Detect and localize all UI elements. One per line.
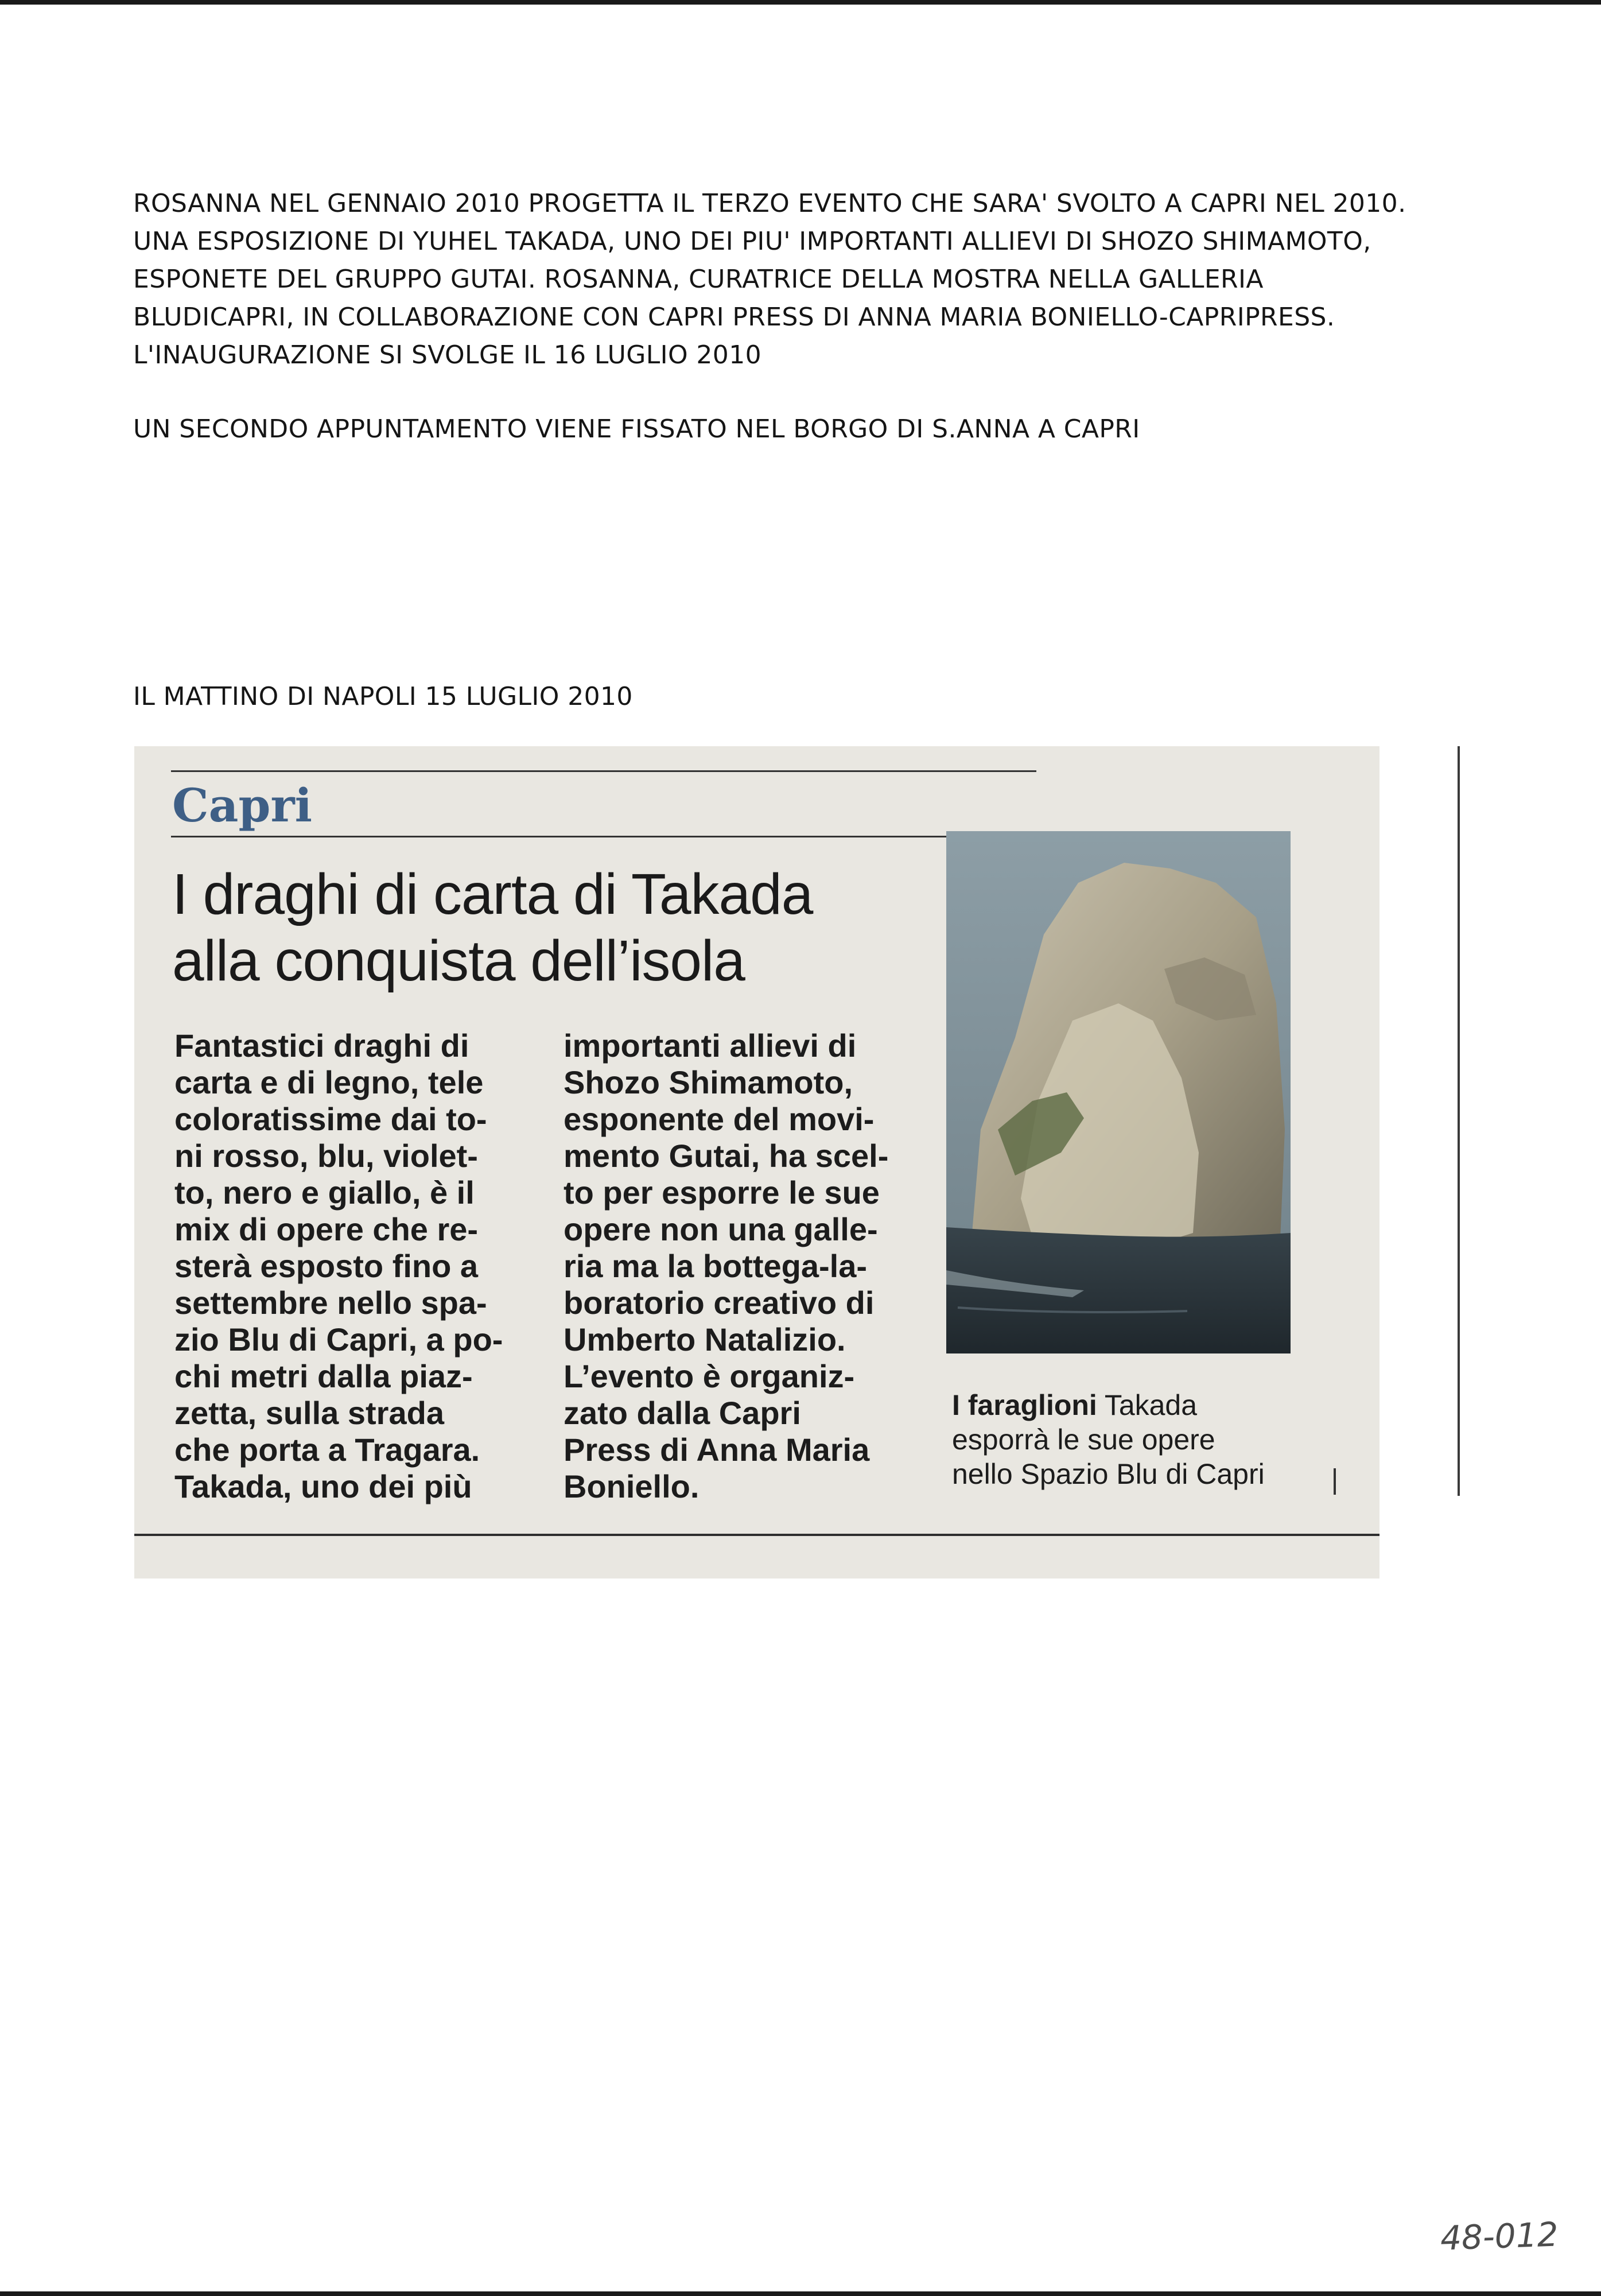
column-line: to per esporre le sue [564, 1174, 880, 1211]
intro-line: BLUDICAPRI, IN COLLABORAZIONE CON CAPRI PRESS DI ANNA MARIA BONIELLO-CAPRIPRESS. [133, 302, 1335, 332]
section-top-rule [171, 770, 1036, 772]
clipping-right-rule [1458, 746, 1460, 1496]
intro-line: ROSANNA NEL GENNAIO 2010 PROGETTA IL TERZO EVENTO CHE SARA' SVOLTO A CAPRI NEL 2010. [133, 189, 1406, 218]
newspaper-clipping [134, 746, 1379, 1578]
column-line: Umberto Natalizio. [564, 1321, 846, 1358]
column-line: opere non una galle- [564, 1211, 878, 1247]
section-label: Capri [172, 778, 312, 832]
handwritten-archive-number: 48-012 [1439, 2214, 1559, 2258]
caption-rule [1334, 1468, 1336, 1495]
article-headline [172, 861, 1044, 994]
column-line: importanti allievi di [564, 1027, 857, 1064]
column-line: coloratissime dai to- [174, 1101, 487, 1137]
column-line: mix di opere che re- [174, 1211, 479, 1247]
newspaper-source: IL MATTINO DI NAPOLI 15 LUGLIO 2010 [133, 682, 633, 711]
column-line: carta e di legno, tele [174, 1064, 484, 1100]
column-line: zio Blu di Capri, a po- [174, 1321, 503, 1358]
column-line: L’evento è organiz- [564, 1358, 855, 1394]
intro-line: L'INAUGURAZIONE SI SVOLGE IL 16 LUGLIO 2010 [133, 340, 761, 370]
column-line: boratorio creativo di [564, 1285, 875, 1321]
column-line: chi metri dalla piaz- [174, 1358, 473, 1394]
column-line: sterà esposto fino a [174, 1248, 479, 1284]
column-line: ria ma la bottega-la- [564, 1248, 868, 1284]
column-line: zato dalla Capri [564, 1395, 801, 1431]
column-line: mento Gutai, ha scel- [564, 1138, 889, 1174]
photo-caption [952, 1388, 1319, 1491]
column-line: esponente del movi- [564, 1101, 875, 1137]
column-line: to, nero e giallo, è il [174, 1174, 475, 1211]
column-line: ni rosso, blu, violet- [174, 1138, 478, 1174]
headline-line: I draghi di carta di Takada [172, 862, 813, 926]
column-line: che porta a Tragara. [174, 1432, 480, 1468]
caption-rest: Takada [1104, 1389, 1198, 1421]
column-line: Fantastici draghi di [174, 1027, 469, 1064]
column-line: Shozo Shimamoto, [564, 1064, 853, 1100]
intro-paragraph [133, 185, 1464, 374]
section-bottom-rule [171, 836, 1036, 837]
intro-second-paragraph: UN SECONDO APPUNTAMENTO VIENE FISSATO NEL BORGO DI S.ANNA A CAPRI [133, 414, 1140, 444]
column-line: Boniello. [564, 1468, 700, 1504]
intro-line: ESPONETE DEL GRUPPO GUTAI. ROSANNA, CURATRICE DELLA MOSTRA NELLA GALLERIA [133, 265, 1264, 294]
caption-bold: I faraglioni [952, 1389, 1097, 1421]
column-line: settembre nello spa- [174, 1285, 487, 1321]
clipping-bottom-rule [134, 1534, 1379, 1536]
column-line: Press di Anna Maria [564, 1432, 870, 1468]
column-line: zetta, sulla strada [174, 1395, 444, 1431]
article-column-2 [564, 1027, 908, 1505]
caption-line-1 [952, 1388, 1319, 1422]
headline-line: alla conquista dell’isola [172, 929, 745, 993]
article-column-1 [174, 1027, 523, 1505]
caption-line-3: nello Spazio Blu di Capri [952, 1458, 1265, 1490]
intro-line: UNA ESPOSIZIONE DI YUHEL TAKADA, UNO DEI PIU' IMPORTANTI ALLIEVI DI SHOZO SHIMAMOTO, [133, 227, 1371, 256]
faraglioni-photo [946, 831, 1291, 1353]
caption-line-2: esporrà le sue opere [952, 1424, 1215, 1456]
faraglioni-rock-image [946, 831, 1291, 1353]
column-line: Takada, uno dei più [174, 1468, 472, 1504]
